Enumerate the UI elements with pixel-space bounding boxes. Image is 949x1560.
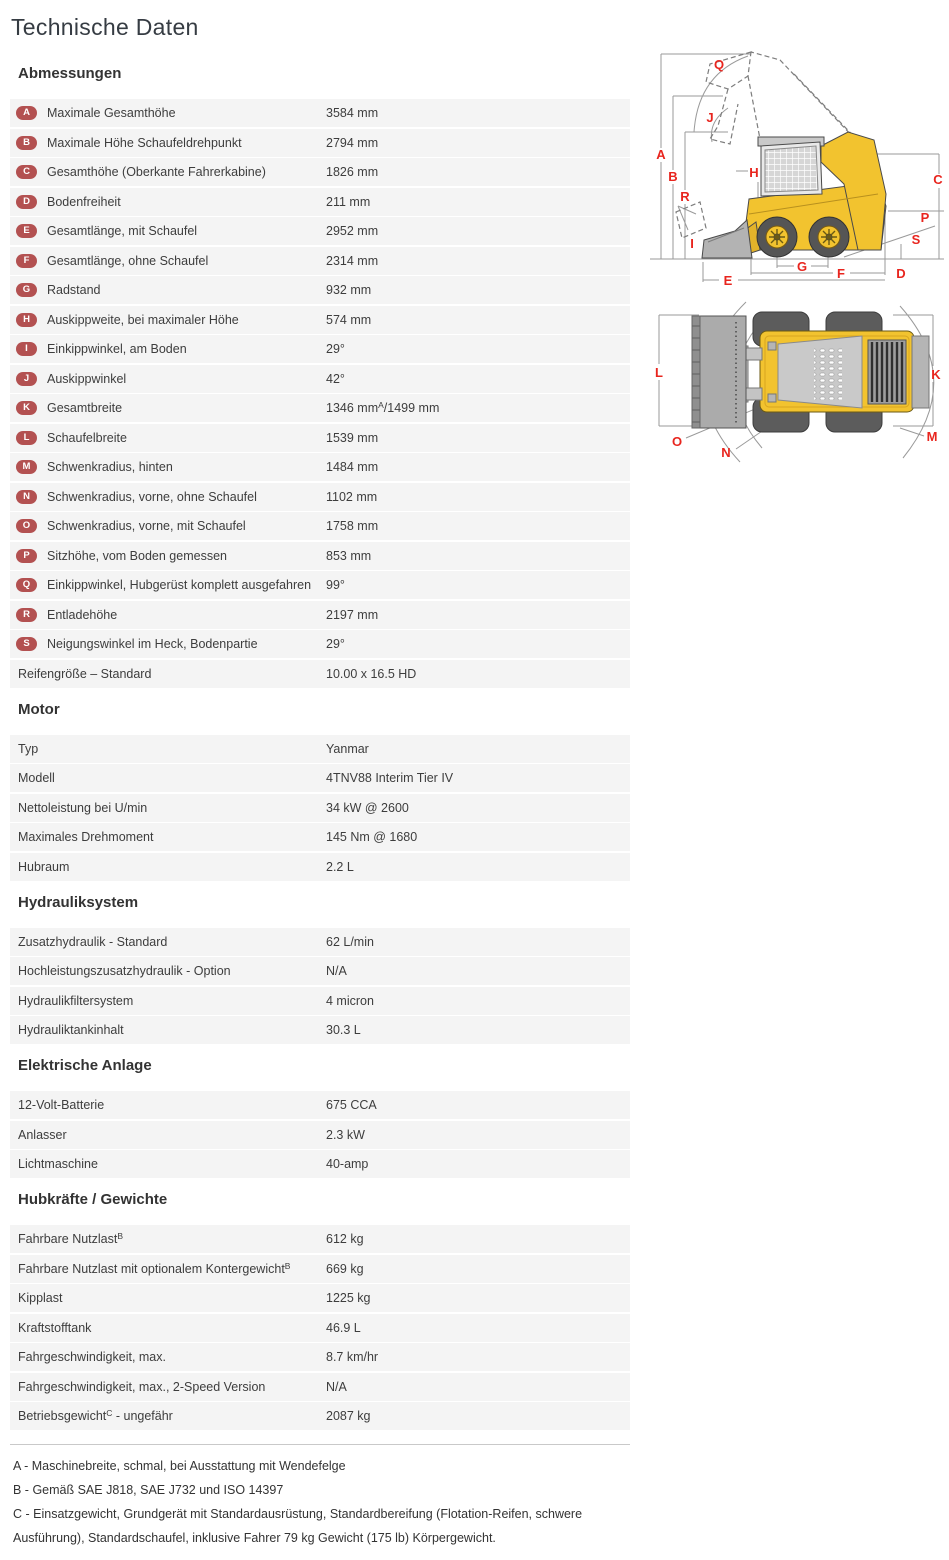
row-value [326,394,439,422]
section-rows [10,735,630,881]
dimension-badge: A [16,106,37,120]
row-label [16,1409,173,1423]
row-label [47,313,239,327]
spec-row [10,188,630,216]
row-value [326,217,378,245]
row-label [16,1098,104,1112]
row-label-sup: C [106,1408,113,1418]
row-value-text: 211 mm [326,194,371,209]
row-value [326,306,371,334]
spec-row [10,453,630,481]
row-label-text: Entladehöhe [47,607,118,622]
row-label-text: Gesamtbreite [47,401,123,415]
row-label [47,549,227,563]
row-value [326,1091,377,1119]
row-value [326,158,378,186]
dimension-badge: C [16,165,37,179]
row-label [16,742,38,756]
section-title: Abmessungen [18,65,122,82]
row-value [326,483,377,511]
row-label-text: Maximale Gesamthöhe [47,106,176,120]
row-value [326,571,345,599]
dimension-badge: S [16,637,37,651]
spec-row [10,247,630,275]
row-label-text: Einkippwinkel, am Boden [47,342,187,356]
dimension-badge: P [16,549,37,563]
top-bucket [692,316,762,428]
row-label-text: Kipplast [18,1291,63,1305]
dim-label-r: R [680,189,690,204]
row-label-text: Zusatzhydraulik - Standard [18,934,168,949]
row-value-text: 1758 mm [326,519,379,533]
row-value [326,512,378,540]
row-value [326,276,371,304]
row-label [47,106,176,120]
row-label [47,578,311,592]
row-value-text: N/A [326,1379,347,1394]
spec-sections [10,65,630,1430]
dimension-badge: G [16,283,37,297]
row-value [326,129,378,157]
spec-row [10,853,630,881]
row-value-text: 29° [326,342,345,356]
dim-label-k: K [931,367,941,382]
row-label [16,1128,67,1142]
row-label [16,667,151,681]
row-label [47,224,197,238]
row-label-text: Fahrgeschwindigkeit, max. [18,1350,166,1364]
row-value-text: 2.3 kW [326,1127,365,1142]
dimension-badge: E [16,224,37,238]
section-title: Motor [18,700,60,718]
row-label-text: Sitzhöhe, vom Boden gemessen [47,548,227,563]
row-label [16,1350,166,1364]
row-label [16,1023,124,1037]
row-label-text: Neigungswinkel im Heck, Bodenpartie [47,637,258,651]
spec-row [10,1016,630,1044]
row-value-text: 8.7 km/hr [326,1350,379,1364]
row-value-text: 1102 mm [326,489,378,504]
row-value [326,1284,370,1312]
row-value [326,188,370,216]
page-title: Technische Daten [11,14,199,40]
row-label [16,830,153,844]
row-value-text: 1346 mm [326,401,379,415]
spec-row [10,1402,630,1430]
dimension-badge: F [16,254,37,268]
row-value [326,957,347,985]
spec-row [10,335,630,363]
footnotes [10,1454,629,1550]
dimension-badge: J [16,372,37,386]
dim-label-n: N [721,445,731,460]
spec-row [10,1343,630,1371]
dim-label-p: P [920,210,930,225]
spec-section [10,1191,630,1430]
row-value [326,928,374,956]
row-value [326,247,378,275]
row-label-post: - ungefähr [112,1409,173,1423]
row-value [326,424,378,452]
row-value-text: 42° [326,371,345,386]
row-value [326,365,345,393]
footnote-text: B - Gemäß SAE J818, SAE J732 und ISO 14397 [13,1483,284,1497]
row-value [326,853,354,881]
row-value-text: 3584 mm [326,106,379,120]
row-value-text: 1225 kg [326,1291,371,1305]
row-label-text: Schaufelbreite [47,430,127,445]
row-label-text: Hydrauliktankinhalt [18,1023,124,1037]
dim-label-m: M [926,429,938,444]
section-rows [10,1225,630,1430]
dimension-badge: D [16,195,37,209]
row-value [326,735,369,763]
spec-row [10,365,630,393]
row-value-text: 30.3 L [326,1023,361,1037]
row-label-text: Lichtmaschine [18,1157,98,1171]
spec-sheet [10,0,630,1550]
row-label-sup: B [284,1260,291,1271]
spec-row [10,794,630,822]
section-title: Hubkräfte / Gewichte [18,1191,168,1208]
row-value-text: 62 L/min [326,934,374,949]
dim-label-q: Q [713,57,725,72]
row-value-text: 29° [326,637,345,651]
row-label-text: Radstand [47,283,101,297]
spec-row [10,1091,630,1119]
row-label [47,136,242,150]
row-label-text: Hydraulikfiltersystem [18,993,134,1008]
spec-row [10,823,630,851]
spec-row [10,1284,630,1312]
row-label [47,342,187,356]
row-label [16,801,147,815]
row-value [326,601,378,629]
dim-label-g: G [796,259,808,274]
section-rows [10,928,630,1045]
row-label [47,195,121,209]
dimension-badge: N [16,490,37,504]
row-value [326,1314,361,1342]
spec-row [10,394,630,422]
row-label [47,608,117,622]
row-label [16,1380,265,1394]
spec-row [10,735,630,763]
row-value [326,1150,368,1178]
row-value [326,987,374,1015]
dim-label-o: O [671,434,683,449]
row-value-text: 612 kg [326,1232,364,1246]
spec-row [10,1150,630,1178]
row-label-text: Schwenkradius, vorne, mit Schaufel [47,519,246,533]
row-label-text: Modell [18,771,55,785]
dim-label-h: H [749,165,759,180]
row-label-text: Gesamthöhe (Oberkante Fahrerkabine) [47,165,266,179]
row-label [47,460,173,474]
row-value [326,1402,370,1430]
row-value-text: 2087 kg [326,1409,371,1423]
row-value [326,1343,378,1371]
row-label-text: Schwenkradius, hinten [47,460,173,474]
spec-section [10,1057,630,1178]
row-value-text: 1539 mm [326,430,379,445]
dimension-badge: I [16,342,37,356]
spec-row [10,1121,630,1149]
row-label [47,431,127,445]
row-label [16,771,55,785]
dimension-badge: R [16,608,37,622]
row-label-text: Schwenkradius, vorne, ohne Schaufel [47,489,257,504]
row-value-text: Yanmar [326,741,369,756]
row-value [326,660,416,688]
spec-row [10,764,630,792]
row-value-text: 34 kW @ 2600 [326,800,409,815]
row-value-text: 932 mm [326,283,372,297]
dim-label-j: J [706,110,714,125]
row-value-text: 40-amp [326,1157,369,1171]
row-label-text: Fahrbare Nutzlast mit optionalem Kontergewicht [18,1261,285,1276]
spec-row [10,276,630,304]
row-value [326,1373,347,1401]
spec-row [10,660,630,688]
row-value [326,1121,365,1149]
row-label [47,283,101,297]
row-label [47,372,126,386]
dim-label-c: C [933,172,943,187]
row-value [326,335,345,363]
row-label-text: Fahrgeschwindigkeit, max., 2-Speed Version [18,1379,266,1394]
footnote-text: C - Einsatzgewicht, Grundgerät mit Standardausrüstung, Standardbereifung (Flotation-Reifen, schwere Ausführung), Standardschaufel, inklusive Fahrer 79 kg Gewicht (175 lb) Körpergewicht. [13,1507,583,1545]
row-value-text: 675 CCA [326,1098,377,1112]
row-label [47,401,122,415]
dim-label-b: B [668,169,678,184]
row-label [47,637,258,651]
row-value-post: /1499 mm [383,401,440,415]
row-value [326,1255,364,1283]
row-label-text: Gesamtlänge, mit Schaufel [47,224,198,238]
dim-label-d: D [896,266,906,281]
row-value-sup: A [378,400,384,410]
row-label-text: Betriebsgewicht [18,1409,107,1423]
dim-label-f: F [837,266,845,281]
footnote-divider [10,1444,630,1445]
row-label-text: 12-Volt-Batterie [18,1098,105,1112]
spec-row [10,987,630,1015]
spec-row [10,512,630,540]
row-label-text: Nettoleistung bei U/min [18,800,148,815]
row-label [16,994,133,1008]
spec-row [10,306,630,334]
side-view-diagram [648,44,946,290]
row-label [47,165,266,179]
spec-row [10,424,630,452]
spec-row [10,571,630,599]
row-value [326,794,409,822]
row-value-text: 2197 mm [326,607,379,622]
row-label-text: Typ [18,741,39,756]
spec-row [10,483,630,511]
row-label [16,935,167,949]
loader-top-body [760,331,929,412]
row-value-text: 1826 mm [326,165,379,179]
spec-section [10,701,630,881]
row-value-text: N/A [326,964,347,978]
row-value-text: 2314 mm [326,253,379,268]
row-label-text: Maximales Drehmoment [18,830,154,844]
row-value-text: 4TNV88 Interim Tier IV [326,771,454,785]
spec-row [10,957,630,985]
spec-row [10,1314,630,1342]
row-label-text: Hubraum [18,859,70,874]
spec-row [10,217,630,245]
spec-row [10,1255,630,1283]
spec-section [10,65,630,688]
row-value-text: 669 kg [326,1261,364,1276]
row-label [16,1232,123,1246]
row-value-text: 46.9 L [326,1320,361,1335]
row-label [16,1321,91,1335]
footnote-text: A - Maschinebreite, schmal, bei Ausstattung mit Wendefelge [13,1459,346,1473]
spec-row [10,601,630,629]
spec-row [10,158,630,186]
top-view-diagram [648,300,946,468]
row-label [47,254,208,268]
row-value [326,99,378,127]
dimension-badge: B [16,136,37,150]
dimension-badge: O [16,519,37,533]
row-value-text: 1484 mm [326,460,379,474]
row-label-text: Kraftstofftank [18,1320,92,1335]
dimension-badge: K [16,401,37,415]
row-label [16,1291,62,1305]
row-label [16,964,231,978]
spec-row [10,129,630,157]
row-label-text: Auskippwinkel [47,371,127,386]
row-label-text: Fahrbare Nutzlast [18,1232,118,1246]
dim-label-l: L [655,365,663,380]
section-rows [10,1091,630,1178]
row-value [326,453,378,481]
row-value-text: 2794 mm [326,135,379,150]
section-title: Elektrische Anlage [18,1057,152,1074]
row-value [326,823,417,851]
side-bucket [702,220,752,258]
row-value-text: 2.2 L [326,859,354,874]
row-value [326,542,371,570]
row-label-text: Reifengröße – Standard [18,666,152,681]
spec-row [10,99,630,127]
row-value-text: 853 mm [326,548,372,563]
row-value-text: 10.00 x 16.5 HD [326,666,417,681]
row-value-text: 4 micron [326,993,374,1008]
spec-row [10,1373,630,1401]
dimension-badge: Q [16,578,37,592]
dim-label-s: S [911,232,921,247]
spec-row [10,542,630,570]
row-value-text: 574 mm [326,312,372,327]
row-label [16,1262,290,1276]
row-value [326,764,453,792]
row-value-text: 145 Nm @ 1680 [326,830,418,844]
row-label [47,490,257,504]
row-value [326,1016,361,1044]
spec-row [10,928,630,956]
row-label-text: Auskippweite, bei maximaler Höhe [47,312,239,327]
row-label-sup: B [117,1231,124,1241]
row-label [47,519,246,533]
row-label [16,860,69,874]
row-label-text: Bodenfreiheit [47,194,121,209]
row-label [16,1157,98,1171]
row-value [326,1225,364,1253]
section-rows [10,99,630,688]
row-value-text: 2952 mm [326,224,379,238]
spec-section [10,894,630,1045]
row-value [326,630,345,658]
dim-label-a: A [656,147,666,162]
dimension-badge: H [16,313,37,327]
spec-row [10,630,630,658]
dimension-badge: L [16,431,37,445]
row-label-text: Gesamtlänge, ohne Schaufel [47,253,209,268]
section-title: Hydrauliksystem [18,893,139,911]
row-label-text: Einkippwinkel, Hubgerüst komplett ausgefahren [47,578,312,592]
row-label-text: Maximale Höhe Schaufeldrehpunkt [47,135,242,150]
row-label-text: Hochleistungszusatzhydraulik - Option [18,964,231,978]
dim-label-e: E [723,273,733,288]
row-label-text: Anlasser [18,1127,67,1142]
row-value-text: 99° [326,578,345,592]
dimension-badge: M [16,460,37,474]
spec-row [10,1225,630,1253]
dim-label-i: I [690,236,694,251]
